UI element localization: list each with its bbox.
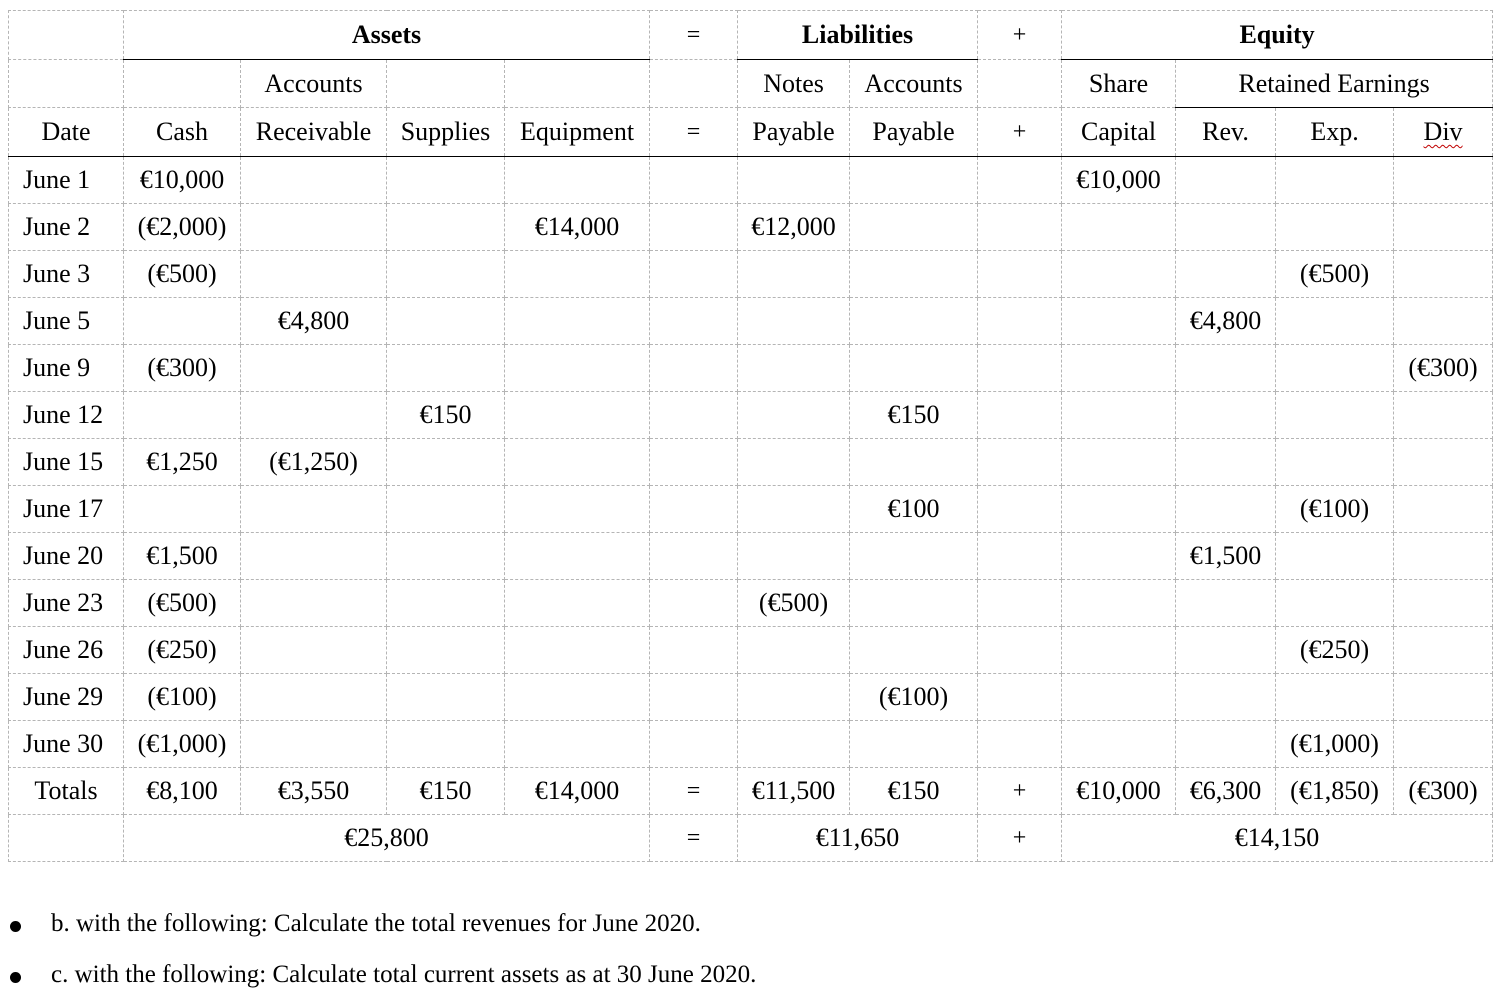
accounts-receivable-cell — [241, 580, 387, 627]
cash-cell: €8,100 — [124, 768, 241, 815]
cash-cell: (€250) — [124, 627, 241, 674]
plus-cell — [978, 392, 1062, 439]
supplies-cell — [387, 674, 505, 721]
notes-payable-header-bottom: Payable — [738, 108, 850, 157]
plus-sign-columns: + — [978, 108, 1062, 157]
share-capital-cell — [1062, 298, 1176, 345]
notes-payable-cell — [738, 721, 850, 768]
supplies-cell — [387, 580, 505, 627]
expense-cell: (€500) — [1276, 251, 1394, 298]
notes-payable-cell — [738, 157, 850, 204]
expense-cell — [1276, 580, 1394, 627]
share-capital-cell: €10,000 — [1062, 157, 1176, 204]
share-capital-cell — [1062, 533, 1176, 580]
cash-cell: (€2,000) — [124, 204, 241, 251]
accounts-receivable-cell — [241, 251, 387, 298]
notes-payable-cell — [738, 251, 850, 298]
revenue-cell — [1176, 345, 1276, 392]
revenue-cell — [1176, 721, 1276, 768]
transaction-row — [9, 345, 1493, 392]
transaction-row — [9, 721, 1493, 768]
summary-blank-cell — [9, 815, 124, 862]
supplies-cell — [387, 251, 505, 298]
assets-total: €25,800 — [124, 815, 650, 862]
cash-cell: (€1,000) — [124, 721, 241, 768]
equals-cell — [650, 345, 738, 392]
cash-cell: (€300) — [124, 345, 241, 392]
bullet-icon — [10, 972, 21, 983]
accounts-receivable-cell — [241, 392, 387, 439]
bullet-icon — [10, 921, 21, 932]
revenue-cell — [1176, 627, 1276, 674]
date-header: Date — [9, 108, 124, 157]
equals-cell — [650, 721, 738, 768]
accounts-receivable-header-top: Accounts — [241, 60, 387, 108]
equals-sign-columns: = — [650, 108, 738, 157]
dividend-cell — [1394, 533, 1493, 580]
expense-cell — [1276, 439, 1394, 486]
equipment-cell — [505, 721, 650, 768]
accounts-receivable-cell — [241, 157, 387, 204]
expense-cell — [1276, 674, 1394, 721]
expense-cell — [1276, 345, 1394, 392]
dividend-cell — [1394, 486, 1493, 533]
share-capital-cell: €10,000 — [1062, 768, 1176, 815]
totals-row — [9, 768, 1493, 815]
revenue-header: Rev. — [1176, 108, 1276, 157]
notes-payable-cell: €12,000 — [738, 204, 850, 251]
revenue-cell — [1176, 439, 1276, 486]
transaction-row — [9, 392, 1493, 439]
accounts-payable-header-top: Accounts — [850, 60, 978, 108]
accounts-payable-cell: (€100) — [850, 674, 978, 721]
equals-cell — [650, 251, 738, 298]
accounts-payable-cell: €150 — [850, 768, 978, 815]
liabilities-header: Liabilities — [738, 11, 978, 60]
transaction-row — [9, 251, 1493, 298]
dividend-cell — [1394, 580, 1493, 627]
supplies-cell — [387, 533, 505, 580]
equipment-cell — [505, 580, 650, 627]
revenue-cell: €6,300 — [1176, 768, 1276, 815]
date-cell: June 3 — [9, 251, 124, 298]
dividend-cell — [1394, 298, 1493, 345]
equals-cell — [650, 533, 738, 580]
accounts-receivable-cell — [241, 721, 387, 768]
dividend-header — [1394, 108, 1493, 157]
date-cell: June 9 — [9, 345, 124, 392]
equals-cell — [650, 580, 738, 627]
equipment-cell — [505, 439, 650, 486]
header-blank-cell — [9, 60, 124, 108]
header-row-categories — [9, 11, 1493, 60]
date-cell: June 17 — [9, 486, 124, 533]
accounts-receivable-cell: €3,550 — [241, 768, 387, 815]
transaction-row — [9, 674, 1493, 721]
accounts-payable-cell — [850, 157, 978, 204]
question-text: c. with the following: Calculate total current assets as at 30 June 2020. — [51, 961, 757, 988]
expense-cell: (€1,000) — [1276, 721, 1394, 768]
accounts-payable-cell: €100 — [850, 486, 978, 533]
cash-cell: (€100) — [124, 674, 241, 721]
question-text: b. with the following: Calculate the total revenues for June 2020. — [51, 910, 701, 937]
accounts-payable-cell — [850, 439, 978, 486]
equals-sign-header: = — [650, 11, 738, 60]
header-row-subcategories — [9, 60, 1493, 108]
accounts-payable-cell — [850, 345, 978, 392]
assets-header: Assets — [124, 11, 650, 60]
accounting-equation-table — [8, 10, 1493, 862]
dividend-cell — [1394, 204, 1493, 251]
supplies-cell — [387, 157, 505, 204]
accounts-payable-cell — [850, 627, 978, 674]
share-capital-cell — [1062, 204, 1176, 251]
notes-payable-cell: €11,500 — [738, 768, 850, 815]
equipment-header: Equipment — [505, 108, 650, 157]
date-cell: June 30 — [9, 721, 124, 768]
revenue-cell — [1176, 204, 1276, 251]
expense-cell: (€100) — [1276, 486, 1394, 533]
notes-payable-cell — [738, 627, 850, 674]
cash-cell: (€500) — [124, 580, 241, 627]
expense-cell — [1276, 157, 1394, 204]
revenue-cell: €1,500 — [1176, 533, 1276, 580]
share-capital-header-top: Share — [1062, 60, 1176, 108]
equals-cell: = — [650, 768, 738, 815]
dividend-cell — [1394, 157, 1493, 204]
summary-equals-sign: = — [650, 815, 738, 862]
retained-earnings-header: Retained Earnings — [1176, 60, 1493, 108]
plus-cell — [978, 674, 1062, 721]
cash-cell — [124, 392, 241, 439]
accounts-payable-cell — [850, 533, 978, 580]
equals-cell — [650, 204, 738, 251]
dividend-cell — [1394, 627, 1493, 674]
equipment-cell — [505, 627, 650, 674]
cash-cell: €10,000 — [124, 157, 241, 204]
equity-header: Equity — [1062, 11, 1493, 60]
cash-cell: €1,500 — [124, 533, 241, 580]
revenue-cell — [1176, 486, 1276, 533]
liabilities-total: €11,650 — [738, 815, 978, 862]
revenue-cell — [1176, 580, 1276, 627]
date-cell: June 15 — [9, 439, 124, 486]
transaction-rows — [9, 157, 1493, 815]
supplies-cell — [387, 345, 505, 392]
share-capital-cell — [1062, 439, 1176, 486]
equals-cell — [650, 157, 738, 204]
notes-payable-cell — [738, 298, 850, 345]
revenue-cell — [1176, 157, 1276, 204]
date-cell: June 23 — [9, 580, 124, 627]
notes-payable-cell — [738, 345, 850, 392]
accounts-payable-cell — [850, 298, 978, 345]
dividend-cell — [1394, 674, 1493, 721]
equipment-cell — [505, 345, 650, 392]
accounts-payable-cell — [850, 251, 978, 298]
notes-payable-cell — [738, 392, 850, 439]
revenue-cell — [1176, 392, 1276, 439]
plus-cell — [978, 486, 1062, 533]
supplies-header: Supplies — [387, 108, 505, 157]
accounts-payable-cell — [850, 204, 978, 251]
supplies-cell — [387, 721, 505, 768]
date-cell: June 2 — [9, 204, 124, 251]
equals-cell — [650, 627, 738, 674]
share-capital-cell — [1062, 580, 1176, 627]
equipment-cell — [505, 392, 650, 439]
transaction-row — [9, 157, 1493, 204]
equipment-cell — [505, 674, 650, 721]
accounts-payable-cell — [850, 721, 978, 768]
plus-cell — [978, 580, 1062, 627]
date-cell: June 1 — [9, 157, 124, 204]
equipment-cell: €14,000 — [505, 768, 650, 815]
plus-cell — [978, 533, 1062, 580]
summary-row — [9, 815, 1493, 862]
transaction-row — [9, 298, 1493, 345]
accounts-receivable-cell — [241, 204, 387, 251]
transaction-row — [9, 486, 1493, 533]
expense-cell — [1276, 298, 1394, 345]
plus-cell — [978, 627, 1062, 674]
accounts-receivable-cell: €4,800 — [241, 298, 387, 345]
dividend-cell — [1394, 392, 1493, 439]
expense-header: Exp. — [1276, 108, 1394, 157]
transaction-row — [9, 627, 1493, 674]
accounts-receivable-cell — [241, 674, 387, 721]
accounts-payable-header-bottom: Payable — [850, 108, 978, 157]
dividend-cell — [1394, 721, 1493, 768]
cash-cell — [124, 298, 241, 345]
cash-header: Cash — [124, 108, 241, 157]
equipment-cell: €14,000 — [505, 204, 650, 251]
dividend-cell — [1394, 251, 1493, 298]
equals-cell — [650, 674, 738, 721]
equipment-cell — [505, 298, 650, 345]
accounts-receivable-cell — [241, 486, 387, 533]
expense-cell — [1276, 204, 1394, 251]
cash-cell — [124, 486, 241, 533]
accounts-receivable-cell — [241, 533, 387, 580]
share-capital-cell — [1062, 674, 1176, 721]
transaction-row — [9, 580, 1493, 627]
plus-cell — [978, 204, 1062, 251]
expense-cell: (€1,850) — [1276, 768, 1394, 815]
accounts-payable-cell — [850, 580, 978, 627]
equals-cell — [650, 486, 738, 533]
notes-payable-cell — [738, 533, 850, 580]
dividend-cell: (€300) — [1394, 768, 1493, 815]
equals-cell — [650, 439, 738, 486]
date-cell: June 5 — [9, 298, 124, 345]
supplies-cell — [387, 204, 505, 251]
supplies-cell — [387, 298, 505, 345]
dividend-cell: (€300) — [1394, 345, 1493, 392]
equals-cell — [650, 392, 738, 439]
share-capital-cell — [1062, 345, 1176, 392]
share-capital-cell — [1062, 721, 1176, 768]
supplies-cell — [387, 486, 505, 533]
plus-cell — [978, 345, 1062, 392]
header-blank-cell — [124, 60, 241, 108]
supplies-cell: €150 — [387, 392, 505, 439]
cash-cell: (€500) — [124, 251, 241, 298]
notes-payable-cell — [738, 439, 850, 486]
header-blank-cell — [650, 60, 738, 108]
revenue-cell: €4,800 — [1176, 298, 1276, 345]
equipment-cell — [505, 157, 650, 204]
notes-payable-cell — [738, 674, 850, 721]
accounts-receivable-cell — [241, 345, 387, 392]
revenue-cell — [1176, 674, 1276, 721]
accounts-receivable-cell — [241, 627, 387, 674]
notes-payable-header-top: Notes — [738, 60, 850, 108]
share-capital-header-bottom: Capital — [1062, 108, 1176, 157]
plus-cell: + — [978, 768, 1062, 815]
equipment-cell — [505, 533, 650, 580]
plus-cell — [978, 298, 1062, 345]
notes-payable-cell — [738, 486, 850, 533]
cash-cell: €1,250 — [124, 439, 241, 486]
header-blank-cell — [387, 60, 505, 108]
accounts-receivable-header-bottom: Receivable — [241, 108, 387, 157]
header-blank-cell — [505, 60, 650, 108]
notes-payable-cell: (€500) — [738, 580, 850, 627]
equity-total: €14,150 — [1062, 815, 1493, 862]
dividend-cell — [1394, 439, 1493, 486]
date-cell: June 20 — [9, 533, 124, 580]
equipment-cell — [505, 486, 650, 533]
expense-cell — [1276, 533, 1394, 580]
header-blank-cell — [9, 11, 124, 60]
share-capital-cell — [1062, 627, 1176, 674]
summary-plus-sign: + — [978, 815, 1062, 862]
transaction-row — [9, 204, 1493, 251]
header-row-columns — [9, 108, 1493, 157]
share-capital-cell — [1062, 486, 1176, 533]
plus-cell — [978, 251, 1062, 298]
plus-cell — [978, 721, 1062, 768]
accounts-receivable-cell: (€1,250) — [241, 439, 387, 486]
expense-cell — [1276, 392, 1394, 439]
accounts-payable-cell: €150 — [850, 392, 978, 439]
revenue-cell — [1176, 251, 1276, 298]
header-blank-cell — [978, 60, 1062, 108]
transaction-row — [9, 439, 1493, 486]
plus-cell — [978, 157, 1062, 204]
plus-sign-header: + — [978, 11, 1062, 60]
date-cell: June 12 — [9, 392, 124, 439]
supplies-cell — [387, 627, 505, 674]
equals-cell — [650, 298, 738, 345]
equipment-cell — [505, 251, 650, 298]
supplies-cell — [387, 439, 505, 486]
plus-cell — [978, 439, 1062, 486]
share-capital-cell — [1062, 392, 1176, 439]
date-cell: June 29 — [9, 674, 124, 721]
date-cell: June 26 — [9, 627, 124, 674]
expense-cell: (€250) — [1276, 627, 1394, 674]
supplies-cell: €150 — [387, 768, 505, 815]
date-cell: Totals — [9, 768, 124, 815]
dividend-header-text: Div — [1423, 117, 1463, 146]
transaction-row — [9, 533, 1493, 580]
share-capital-cell — [1062, 251, 1176, 298]
